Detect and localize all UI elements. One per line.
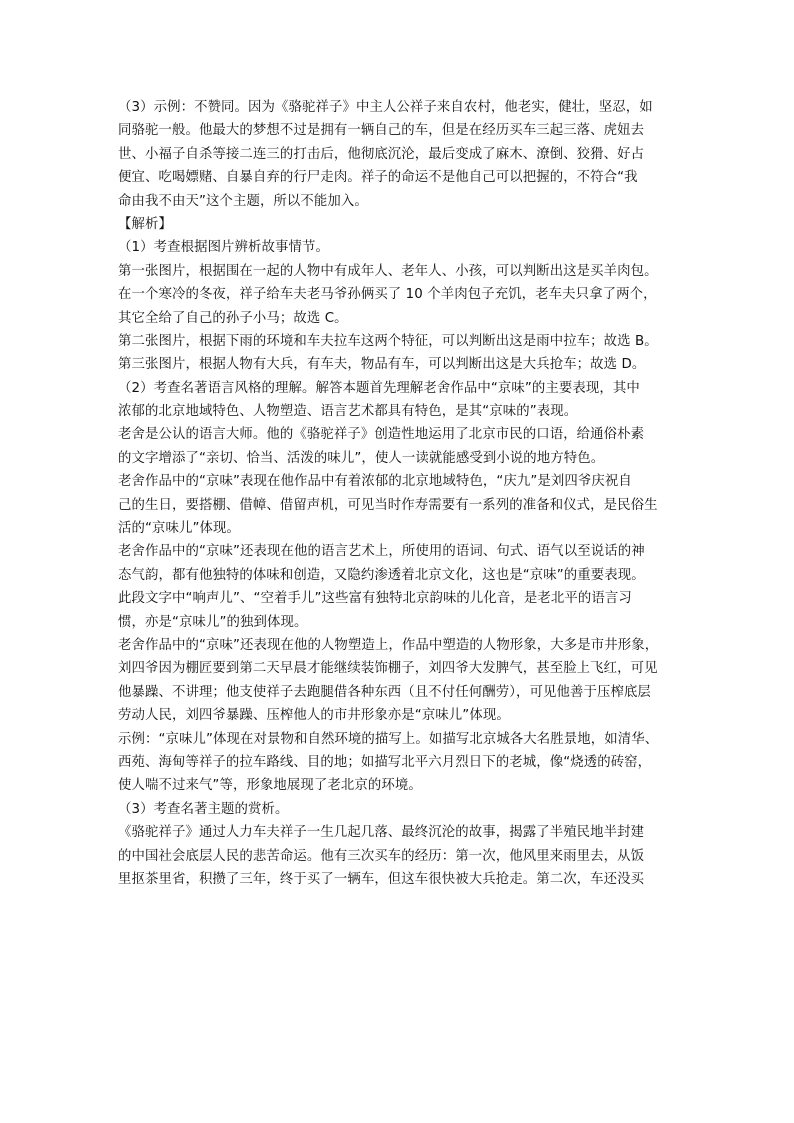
text-line: 其它全给了自己的孙子小马；故选 C。: [118, 310, 348, 326]
text-line: 态气韵，都有他独特的体味和创造，又隐约渗透着北京文化，这也是“京味”的重要表现。: [118, 567, 645, 583]
text-line: 惯，亦是“京味儿”的独到体现。: [118, 614, 308, 630]
text-line: 老舍作品中的“京味”表现在他作品中有着浓郁的北京地域特色，“庆九”是刘四爷庆祝自: [118, 474, 632, 490]
text-line: 劳动人民，刘四爷暴躁、压榨他人的市井形象亦是“京味儿”体现。: [118, 708, 510, 724]
text-line: 刘四爷因为棚匠要到第二天早晨才能继续装饰棚子，刘四爷大发脾气，甚至脸上飞红，可见: [118, 661, 658, 677]
text-line: 世、小福子自杀等接二连三的打击后，他彻底沉沦，最后变成了麻木、潦倒、狡猾、好占: [118, 146, 645, 162]
text-line: 命由我不由天”这个主题，所以不能加入。: [118, 193, 368, 209]
text-line: 里抠茶里省，积攒了三年，终于买了一辆车，但这车很快被大兵抢走。第二次，车还没买: [118, 871, 645, 887]
text-line: 示例：“京味儿”体现在对景物和自然环境的描写上。如描写北京城各大名胜景地，如清华、: [118, 731, 659, 747]
text-line: 便宜、吃喝嫖赌、自暴自弃的行尸走肉。祥子的命运不是他自己可以把握的，不符合“我: [118, 170, 638, 186]
text-line: 同骆驼一般。他最大的梦想不过是拥有一辆自己的车，但是在经历买车三起三落、虎妞去: [118, 123, 645, 139]
text-line: 老舍作品中的“京味”还表现在他的语言艺术上，所使用的语词、句式、语气以至说话的神: [118, 544, 645, 560]
text-line: 在一个寒冷的冬夜，祥子给车夫老马爷孙俩买了 10 个羊肉包子充饥，老车夫只拿了两个，: [118, 287, 657, 303]
text-line: 第三张图片，根据人物有大兵，有车夫，物品有车，可以判断出这是大兵抢车；故选 D。: [118, 357, 646, 373]
analysis-heading: 【解析】: [118, 216, 172, 232]
text-line: （2）考查名著语言风格的理解。解答本题首先理解老舍作品中“京味”的主要表现，其中: [118, 380, 640, 396]
text-line: 己的生日，要搭棚、借幛、借留声机，可见当时作寿需要有一系列的准备和仪式，是民俗生: [118, 497, 658, 513]
text-line: （3）示例：不赞同。因为《骆驼祥子》中主人公祥子来自农村，他老实，健壮，坚忍，如: [118, 100, 653, 115]
text-line: 的文字增添了“亲切、恰当、活泼的味儿”，使人一读就能感受到小说的地方特色。: [118, 450, 605, 466]
text-line: 的中国社会底层人民的悲苦命运。他有三次买车的经历：第一次，他风里来雨里去，从饭: [118, 848, 645, 864]
answer-analysis-text: [118, 96, 698, 891]
text-line: 此段文字中“响声儿”、“空着手儿”这些富有独特北京韵味的儿化音，是老北平的语言习: [118, 591, 632, 607]
text-line: （1）考查根据图片辨析故事情节。: [118, 240, 329, 256]
text-line: 《骆驼祥子》通过人力车夫祥子一生几起几落、最终沉沦的故事，揭露了半殖民地半封建: [118, 825, 645, 841]
text-line: 西苑、海甸等祥子的拉车路线、目的地；如描写北平六月烈日下的老城，像“烧透的砖窑，: [118, 754, 652, 770]
text-line: 老舍是公认的语言大师。他的《骆驼祥子》创造性地运用了北京市民的口语，给通俗朴素: [118, 427, 645, 443]
text-line: 他暴躁、不讲理；他支使祥子去跑腿借各种东西（且不付任何酬劳），可见他善于压榨底层: [118, 684, 651, 700]
text-line: 浓郁的北京地域特色、人物塑造、语言艺术都具有特色，是其“京味的”表现。: [118, 404, 578, 420]
text-line: 第二张图片，根据下雨的环境和车夫拉车这两个特征，可以判断出这是雨中拉车；故选 B。: [118, 333, 658, 349]
text-line: 第一张图片，根据围在一起的人物中有成年人、老年人、小孩，可以判断出这是买羊肉包。: [118, 263, 658, 279]
text-line: 老舍作品中的“京味”还表现在他的人物塑造上，作品中塑造的人物形象，大多是市井形象，: [118, 637, 659, 653]
text-line: （3）考查名著主题的赏析。: [118, 801, 289, 817]
text-line: 活的“京味儿”体现。: [118, 521, 240, 537]
text-line: 使人喘不过来气”等，形象地展现了老北京的环境。: [118, 778, 422, 794]
